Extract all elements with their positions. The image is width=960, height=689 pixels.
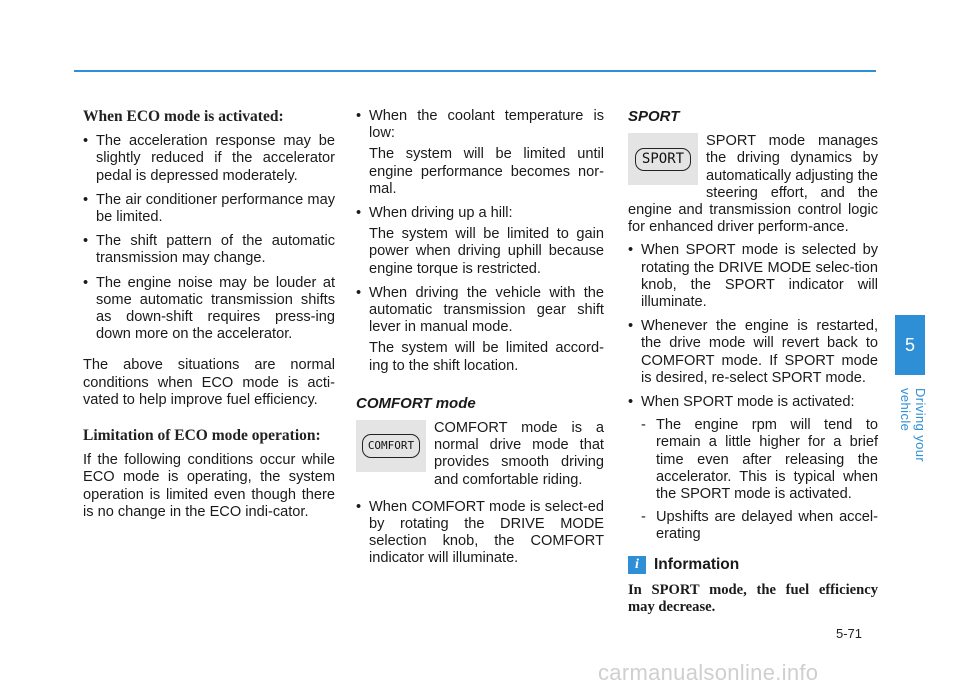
dash-item: - Upshifts are delayed when accel-erating [641,509,878,543]
list-item [628,394,878,544]
sport-list [628,242,878,543]
column-3 [628,108,878,616]
heading-sport: SPORT [628,108,680,125]
eco-limitation-paragraph: If the following conditions occur while ECO mode is operating, the system operation is limited even though there is no change in the ECO indi-cator. [83,452,335,520]
condition-text: • When driving up a hill: [369,205,513,222]
heading-comfort-mode: COMFORT mode [356,394,476,412]
list-item: • The engine noise may be louder at some automatic transmission shifts as down-shift requires press-ing down more on the accelerator. [83,275,335,344]
chapter-tab: 5 [895,315,925,375]
heading-eco-activated: When ECO mode is activated: [83,108,284,125]
dash-text: The engine rpm will tend to remain a little higher for a brief time even after releasing the accelerator. This is typical when the SPORT mode is activated. [656,417,878,503]
condition-text: • When the coolant temperature is low: [369,108,604,142]
list-item: • When COMFORT mode is select-ed by rotating the DRIVE MODE selection knob, the COMFORT indicator will illuminate. [356,499,604,568]
list-item: • The air conditioner performance may be limited. [83,192,335,226]
eco-normal-paragraph: The above situations are normal conditions when ECO mode is acti-vated to help improve fuel efficiency. [83,357,335,408]
comfort-indicator-label: COMFORT [362,434,420,457]
section-label-text: Driving your vehicle [898,388,928,463]
section-label [898,388,928,508]
heading-eco-limitation: Limitation of ECO mode operation: [83,427,321,445]
condition-text: • When driving the vehicle with the automatic transmission gear shift lever in manual mode. [369,284,604,336]
list-item: • The shift pattern of the automatic transmission may change. [83,233,335,267]
column-2 [356,108,604,575]
dash-text: Upshifts are delayed when accel-erating [656,509,878,543]
top-rule [74,70,876,72]
condition-detail: The system will be limited accord-ing to the shift location. [369,340,604,374]
eco-effects-list [83,133,335,343]
info-icon: i [628,556,646,574]
sport-indicator-label: SPORT [635,148,691,171]
list-item: • The acceleration response may be slightly reduced if the accelerator pedal is depressed moderately. [83,133,335,185]
information-title: Information [654,556,740,574]
list-item: • When SPORT mode is selected by rotating the DRIVE MODE selec-tion knob, the SPORT indicator will illuminate. [628,242,878,311]
eco-conditions-list [356,108,604,375]
comfort-indicator-icon [356,420,426,472]
condition-detail: The system will be limited until engine performance becomes nor-mal. [369,146,604,197]
comfort-list [356,499,604,568]
information-text: In SPORT mode, the fuel efficiency may decrease. [628,581,878,615]
sport-indicator-icon [628,133,698,185]
page-number: 5-71 [836,626,863,641]
comfort-description: COMFORT mode is a normal drive mode that provides smooth driving and comfortable riding. [434,420,604,488]
dash-item: - The engine rpm will tend to remain a little higher for a brief time even after releasing the accelerator. This is typical when the SPORT mode is activated. [641,417,878,503]
watermark: carmanualsonline.info [598,660,819,685]
list-item [356,285,604,375]
column-1 [83,108,335,531]
condition-detail: The system will be limited to gain power when driving uphill because engine torque is restricted. [369,226,604,277]
list-item: • Whenever the engine is restarted, the drive mode will revert back to COMFORT mode. If SPORT mode is desired, re-select SPORT mode. [628,318,878,387]
list-item [356,205,604,278]
sport-activated-text: • When SPORT mode is activated: [641,394,855,411]
information-header [628,556,878,574]
sport-description: SPORT mode manages the driving dynamics by automatically adjusting the steering effort, and the engine and transmission control logic for enhanced driver perform-ance. [628,133,878,236]
list-item [356,108,604,198]
